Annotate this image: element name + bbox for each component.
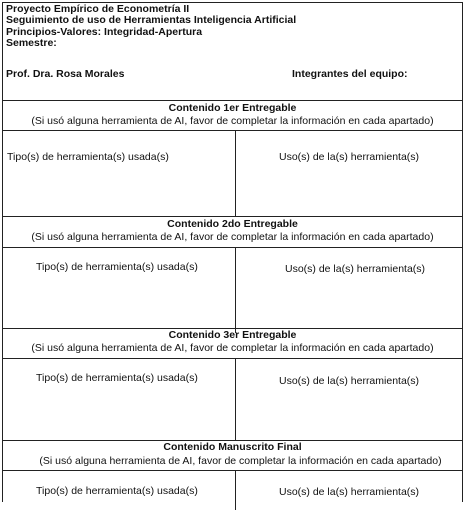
column-divider: [235, 358, 236, 440]
form-title: Seguimiento de uso de Herramientas Inteligencia Artificial: [6, 14, 297, 27]
section-divider: [3, 247, 462, 248]
column-divider: [235, 470, 236, 510]
section-4-tools-use-label: Uso(s) de la(s) herramienta(s): [279, 486, 420, 498]
section-divider: [3, 130, 462, 131]
section-1-title: Contenido 1er Entregable: [168, 102, 297, 114]
section-1-tools-use-label: Uso(s) de la(s) herramienta(s): [279, 151, 420, 163]
section-3-tools-use-label: Uso(s) de la(s) herramienta(s): [279, 375, 420, 387]
section-divider: [3, 100, 462, 101]
section-3-subtitle: (Si usó alguna herramienta de AI, favor de completar la información en cada apartado): [31, 342, 434, 354]
section-4-tools-type-label: Tipo(s) de herramienta(s) usada(s): [36, 485, 198, 497]
form-frame: [2, 2, 463, 502]
section-divider: [3, 358, 462, 359]
section-4-subtitle: (Si usó alguna herramienta de AI, favor de completar la información en cada apartado): [39, 455, 442, 467]
team-members-label: Integrantes del equipo:: [292, 68, 408, 80]
section-3-tools-type-label: Tipo(s) de herramienta(s) usada(s): [36, 372, 198, 384]
column-divider: [235, 247, 236, 333]
section-2-tools-use-label: Uso(s) de la(s) herramienta(s): [285, 263, 426, 275]
form-header: [6, 4, 461, 50]
section-1-subtitle: (Si usó alguna herramienta de AI, favor de completar la información en cada apartado): [31, 115, 434, 127]
section-3-title: Contenido 3er Entregable: [168, 329, 297, 341]
project-title: Proyecto Empírico de Econometría II: [6, 3, 190, 15]
section-2-tools-type-label: Tipo(s) de herramienta(s) usada(s): [36, 261, 198, 273]
section-4-title: Contenido Manuscrito Final: [163, 441, 302, 453]
principles-values: Principios-Valores: Integridad-Apertura: [6, 25, 203, 38]
section-divider: [3, 470, 462, 471]
professor-name: Prof. Dra. Rosa Morales: [6, 68, 125, 80]
section-1-tools-type-label: Tipo(s) de herramienta(s) usada(s): [7, 151, 169, 163]
column-divider: [235, 130, 236, 216]
section-2-title: Contenido 2do Entregable: [167, 218, 298, 230]
section-2-subtitle: (Si usó alguna herramienta de AI, favor de completar la información en cada apartado): [31, 231, 434, 243]
section-divider: [3, 216, 462, 217]
semester-label: Semestre:: [6, 37, 57, 50]
